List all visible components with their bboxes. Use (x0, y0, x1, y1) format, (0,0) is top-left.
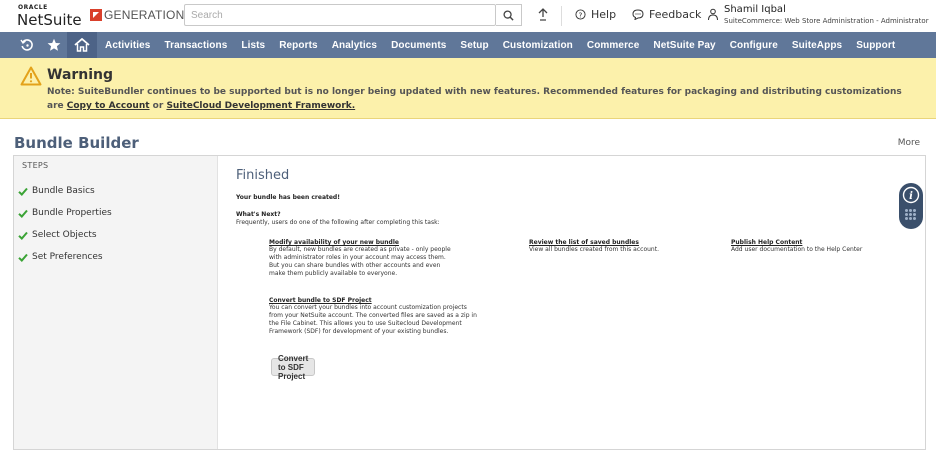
copy-to-account-link[interactable]: Copy to Account (66, 101, 150, 111)
nav-item-transactions[interactable]: Transactions (164, 39, 228, 51)
nav-item-lists[interactable]: Lists (241, 39, 266, 51)
step-bundle-basics[interactable] (18, 186, 95, 196)
svg-text:?: ? (578, 10, 583, 20)
bundle-builder-panel (13, 155, 926, 450)
bundle-created-message: Your bundle has been created! (236, 194, 340, 201)
modify-availability-line: By default, new bundles are created as private - only people (269, 246, 451, 253)
floating-help-widget[interactable] (899, 183, 923, 229)
convert-to-sdf-line: You can convert your bundles into account customization projects (269, 304, 467, 311)
check-icon (18, 209, 28, 218)
nav-item-setup[interactable]: Setup (460, 39, 489, 51)
svg-text:i: i (909, 191, 913, 202)
nav-home-button[interactable] (67, 32, 97, 58)
review-bundles-section (529, 239, 659, 254)
warning-message (47, 85, 917, 113)
star-icon (47, 38, 61, 52)
user-name: Shamil Iqbal (724, 4, 786, 15)
feedback-label: Feedback (649, 8, 702, 21)
nav-item-commerce[interactable]: Commerce (586, 39, 640, 51)
steps-sidebar (14, 156, 218, 449)
step-set-preferences[interactable] (18, 252, 103, 262)
warning-banner (0, 58, 936, 119)
modify-availability-line: with administrator roles in your account may access them. (269, 254, 446, 261)
warning-text: Note: SuiteBundler continues to be supported but is no longer being updated with new features. Recommended features for packaging and distributing customizations are (47, 87, 902, 111)
main-navigation (0, 32, 936, 58)
nav-shortcuts-button[interactable] (40, 32, 67, 58)
help-icon (575, 9, 586, 20)
steps-title: STEPS (22, 161, 49, 170)
review-saved-bundles-desc: View all bundles created from this account. (529, 246, 659, 253)
nav-item-customization[interactable]: Customization (502, 39, 573, 51)
nav-recent-button[interactable] (13, 32, 40, 58)
help-link[interactable] (575, 8, 616, 21)
publish-help-content-desc: Add user documentation to the Help Center (731, 246, 863, 253)
info-icon (902, 186, 920, 204)
recent-records-icon (535, 7, 551, 23)
history-icon (20, 38, 34, 52)
grid-menu-icon (905, 209, 916, 220)
step-label: Select Objects (32, 230, 97, 240)
convert-to-sdf-line: Framework (SDF) for development of your existing bundles. (269, 328, 449, 335)
more-menu-link[interactable]: More (897, 138, 920, 148)
step-bundle-properties[interactable] (18, 208, 112, 218)
user-roles-icon (707, 8, 719, 21)
partner-logo (90, 8, 193, 22)
check-icon (18, 231, 28, 240)
header-divider (561, 6, 562, 26)
nav-item-analytics[interactable]: Analytics (331, 39, 378, 51)
warning-icon (20, 66, 42, 86)
feedback-icon (632, 9, 644, 20)
feedback-link[interactable] (632, 8, 701, 21)
convert-to-sdf-line: from your NetSuite account. The converted files are saved as a zip in (269, 312, 477, 319)
netsuite-logo[interactable]: NetSuite (17, 11, 82, 29)
home-icon (74, 38, 90, 52)
oracle-logo-text: ORACLE (18, 4, 48, 11)
publish-help-section (731, 239, 862, 254)
convert-to-sdf-button[interactable]: Convert to SDF Project (271, 358, 315, 376)
page-title: Bundle Builder (14, 134, 139, 152)
suitecloud-sdf-link[interactable]: SuiteCloud Development Framework. (166, 101, 356, 111)
nav-menu-list (105, 40, 909, 51)
user-role: SuiteCommerce: Web Store Administration - Administrator (724, 17, 929, 25)
search-icon (503, 10, 514, 21)
publish-help-content-link[interactable]: Publish Help Content (731, 239, 803, 246)
modify-availability-line: But you can share bundles with other accounts and even (269, 262, 441, 269)
review-saved-bundles-link[interactable]: Review the list of saved bundles (529, 239, 639, 246)
finished-heading: Finished (236, 168, 290, 183)
step-label: Set Preferences (32, 252, 103, 262)
global-search-input[interactable] (184, 4, 496, 26)
warning-title: Warning (47, 67, 114, 83)
nav-item-support[interactable]: Support (856, 39, 896, 51)
nav-item-reports[interactable]: Reports (279, 39, 318, 51)
check-icon (18, 253, 28, 262)
convert-to-sdf-line: the File Cabinet. This allows you to use Suitecloud Development (269, 320, 462, 327)
modify-availability-link[interactable]: Modify availability of your new bundle (269, 239, 399, 246)
nav-item-configure[interactable]: Configure (729, 39, 778, 51)
recent-records-button[interactable] (535, 7, 551, 23)
whats-next-heading: What's Next? (236, 211, 281, 218)
partner-logo-mark-icon (90, 9, 102, 21)
modify-availability-section (269, 239, 451, 278)
step-label: Bundle Properties (32, 208, 112, 218)
nav-item-netsuite-pay[interactable]: NetSuite Pay (653, 39, 716, 51)
warning-text-or: or (149, 101, 167, 111)
top-header (0, 0, 936, 32)
help-label: Help (591, 8, 617, 21)
user-menu[interactable] (707, 4, 929, 26)
search-button[interactable] (496, 4, 522, 26)
nav-item-suiteapps[interactable]: SuiteApps (791, 39, 843, 51)
step-select-objects[interactable] (18, 230, 97, 240)
check-icon (18, 187, 28, 196)
step-label: Bundle Basics (32, 186, 95, 196)
modify-availability-line: make them publicly available to everyone. (269, 270, 398, 277)
convert-to-sdf-link[interactable]: Convert bundle to SDF Project (269, 297, 372, 304)
nav-item-documents[interactable]: Documents (391, 39, 447, 51)
partner-logo-text: GENERATION (104, 8, 185, 22)
convert-sdf-section (269, 297, 477, 336)
whats-next-intro: Frequently, users do one of the following after completing this task: (236, 219, 440, 226)
nav-item-activities[interactable]: Activities (105, 39, 151, 51)
